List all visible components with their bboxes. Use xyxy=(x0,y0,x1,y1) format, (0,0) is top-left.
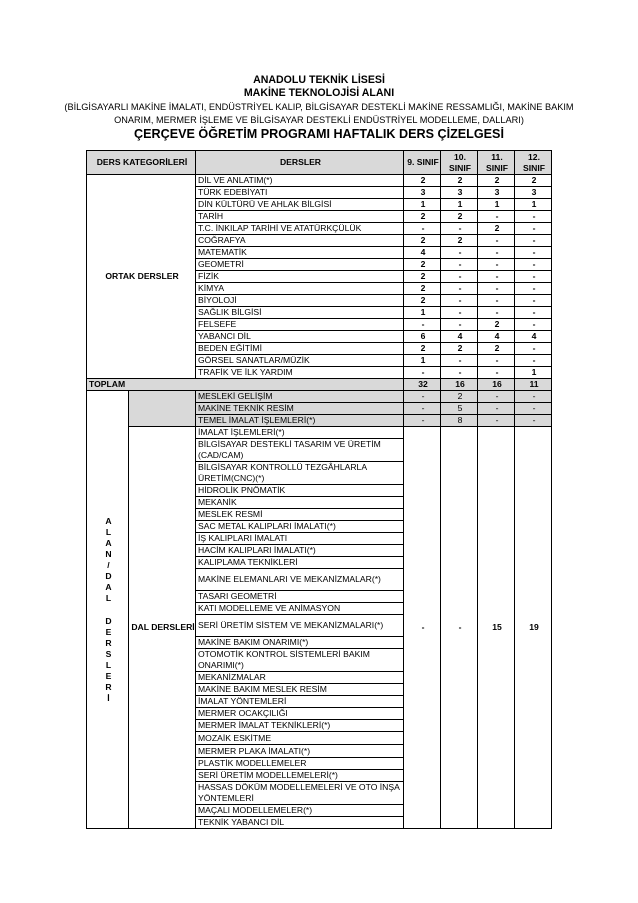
lesson-name: FELSEFE xyxy=(196,319,404,331)
hours-g9: 2 xyxy=(404,343,441,355)
lesson-name: SAC METAL KALIPLARI İMALATI(*) xyxy=(196,521,404,533)
hours-g11: 3 xyxy=(478,187,515,199)
hours-g10: - xyxy=(441,319,478,331)
total-g9: 32 xyxy=(404,379,441,391)
lesson-name: T.C. İNKILAP TARİHİ VE ATATÜRKÇÜLÜK xyxy=(196,223,404,235)
hours-g12: - xyxy=(515,307,552,319)
vertical-letter: R xyxy=(105,637,112,648)
hours-g12: 3 xyxy=(515,187,552,199)
lesson-name: FİZİK xyxy=(196,271,404,283)
lesson-name: KATI MODELLEME VE ANİMASYON xyxy=(196,603,404,615)
hours-g10: 3 xyxy=(441,187,478,199)
hours-g12: 1 xyxy=(515,199,552,211)
hours-g9: 2 xyxy=(404,175,441,187)
hours-g11: - xyxy=(478,391,515,403)
lesson-name: MERMER İMALAT TEKNİKLERİ(*) xyxy=(196,720,404,732)
hours-g10: 2 xyxy=(441,211,478,223)
lesson-name: İMALAT YÖNTEMLERİ xyxy=(196,696,404,708)
hours-g11: - xyxy=(478,283,515,295)
vertical-letter: A xyxy=(105,515,112,526)
lesson-name: HİDROLİK PNÖMATİK xyxy=(196,485,404,497)
lesson-name: İŞ KALIPLARI İMALATI xyxy=(196,533,404,545)
hours-g11: - xyxy=(478,247,515,259)
total-g12: 11 xyxy=(515,379,552,391)
total-g10: 16 xyxy=(441,379,478,391)
lesson-name: MESLEK RESMİ xyxy=(196,509,404,521)
hours-g9: 1 xyxy=(404,199,441,211)
hours-g9: 6 xyxy=(404,331,441,343)
lesson-name: DİN KÜLTÜRÜ VE AHLAK BİLGİSİ xyxy=(196,199,404,211)
lesson-name: SERİ ÜRETİM SİSTEM VE MEKANİZMALARI(*) xyxy=(196,615,404,637)
lesson-name: İMALAT İŞLEMLERİ(*) xyxy=(196,427,404,439)
program-title: ÇERÇEVE ÖĞRETİM PROGRAMI HAFTALIK DERS ÇİZELGESİ xyxy=(134,127,504,141)
lesson-name: BİLGİSAYAR KONTROLLÜ TEZGÂHLARLA ÜRETİM(CNC)(*) xyxy=(196,462,404,485)
hours-g10: - xyxy=(441,295,478,307)
hours-g10: 2 xyxy=(441,175,478,187)
header-category: DERS KATEGORİLERİ xyxy=(87,151,196,175)
vertical-letter: S xyxy=(105,648,112,659)
table-row xyxy=(87,427,552,439)
lesson-name: MESLEKİ GELİŞİM xyxy=(196,391,404,403)
hours-g10: - xyxy=(441,271,478,283)
hours-g12: - xyxy=(515,391,552,403)
vertical-letter: D xyxy=(105,570,112,581)
hours-g11: - xyxy=(478,271,515,283)
hours-g9: - xyxy=(404,403,441,415)
hours-g11: - xyxy=(478,367,515,379)
header-g11: 11. SINIF xyxy=(478,151,515,175)
hours-g12: - xyxy=(515,259,552,271)
hours-g9: 1 xyxy=(404,355,441,367)
hours-g11: - xyxy=(478,295,515,307)
hours-g12: - xyxy=(515,223,552,235)
lesson-name: MEKANİZMALAR xyxy=(196,672,404,684)
lesson-name: TRAFİK VE İLK YARDIM xyxy=(196,367,404,379)
table-row xyxy=(87,391,552,403)
hours-g12: - xyxy=(515,343,552,355)
header-g12: 12. SINIF xyxy=(515,151,552,175)
hours-g9: 2 xyxy=(404,295,441,307)
lesson-name: SERİ ÜRETİM MODELLEMELERİ(*) xyxy=(196,770,404,782)
hours-g11: 1 xyxy=(478,199,515,211)
hours-g9: - xyxy=(404,367,441,379)
common-category: ORTAK DERSLER xyxy=(87,175,196,379)
lesson-name: BİLGİSAYAR DESTEKLİ TASARIM VE ÜRETİM (CAD/CAM) xyxy=(196,439,404,462)
hours-g10: 4 xyxy=(441,331,478,343)
hours-g9: 1 xyxy=(404,307,441,319)
lesson-name: YABANCI DİL xyxy=(196,331,404,343)
table-header-row xyxy=(87,151,552,175)
header-g9: 9. SINIF xyxy=(404,151,441,175)
document-header xyxy=(60,74,578,142)
hours-g9: - xyxy=(404,415,441,427)
lesson-name: MERMER PLAKA İMALATI(*) xyxy=(196,745,404,758)
hours-g9: 3 xyxy=(404,187,441,199)
hours-g11: 2 xyxy=(478,175,515,187)
hours-g10: 8 xyxy=(441,415,478,427)
hours-g11: - xyxy=(478,211,515,223)
hours-g12: - xyxy=(515,211,552,223)
total-label: TOPLAM xyxy=(87,379,404,391)
hours-g12: - xyxy=(515,403,552,415)
vertical-letter: E xyxy=(105,670,112,681)
hours-g9: 2 xyxy=(404,283,441,295)
vertical-letter: L xyxy=(105,526,112,537)
vertical-letter: N xyxy=(105,548,112,559)
lesson-name: MAKİNE ELEMANLARI VE MEKANİZMALAR(*) xyxy=(196,569,404,591)
lesson-name: SAĞLIK BİLGİSİ xyxy=(196,307,404,319)
hours-g11: - xyxy=(478,415,515,427)
hours-g11: - xyxy=(478,355,515,367)
lesson-name: TASARI GEOMETRİ xyxy=(196,591,404,603)
lesson-name: TÜRK EDEBİYATI xyxy=(196,187,404,199)
hours-g9: 2 xyxy=(404,271,441,283)
hours-g11: - xyxy=(478,403,515,415)
header-g10: 10. SINIF xyxy=(441,151,478,175)
hours-g11: 2 xyxy=(478,343,515,355)
hours-g9: - xyxy=(404,319,441,331)
branch-hours-g9: - xyxy=(404,427,441,829)
lesson-name: MEKANİK xyxy=(196,497,404,509)
vertical-letter: A xyxy=(105,537,112,548)
hours-g9: 2 xyxy=(404,235,441,247)
hours-g10: - xyxy=(441,283,478,295)
total-g11: 16 xyxy=(478,379,515,391)
area-lessons-vertical-label xyxy=(87,391,129,829)
lesson-name: HACİM KALIPLARI İMALATI(*) xyxy=(196,545,404,557)
hours-g9: 2 xyxy=(404,211,441,223)
lesson-name: GEOMETRİ xyxy=(196,259,404,271)
lesson-name: MOZAİK ESKİTME xyxy=(196,732,404,745)
lesson-name: MAKİNE BAKIM ONARIMI(*) xyxy=(196,637,404,649)
hours-g9: 4 xyxy=(404,247,441,259)
hours-g12: - xyxy=(515,247,552,259)
lesson-name: TEKNİK YABANCI DİL xyxy=(196,817,404,829)
hours-g10: - xyxy=(441,307,478,319)
hours-g12: - xyxy=(515,295,552,307)
header-lessons: DERSLER xyxy=(196,151,404,175)
table-row xyxy=(87,175,552,187)
lesson-name: MATEMATİK xyxy=(196,247,404,259)
hours-g12: - xyxy=(515,283,552,295)
lesson-name: DİL VE ANLATIM(*) xyxy=(196,175,404,187)
hours-g10: - xyxy=(441,259,478,271)
lesson-name: MAKİNE TEKNİK RESİM xyxy=(196,403,404,415)
hours-g9: 2 xyxy=(404,259,441,271)
lesson-name: TEMEL İMALAT İŞLEMLERİ(*) xyxy=(196,415,404,427)
branch-hours-g12: 19 xyxy=(515,427,552,829)
hours-g10: 1 xyxy=(441,199,478,211)
hours-g12: 2 xyxy=(515,175,552,187)
lesson-name: COĞRAFYA xyxy=(196,235,404,247)
lesson-name: KALIPLAMA TEKNİKLERİ xyxy=(196,557,404,569)
hours-g10: - xyxy=(441,247,478,259)
hours-g11: 4 xyxy=(478,331,515,343)
area-title: MAKİNE TEKNOLOJİSİ ALANI xyxy=(243,87,395,99)
branch-hours-g11: 15 xyxy=(478,427,515,829)
hours-g10: - xyxy=(441,355,478,367)
branch-category: DAL DERSLERİ xyxy=(129,427,196,829)
lesson-name: KİMYA xyxy=(196,283,404,295)
vertical-letter: R xyxy=(105,681,112,692)
lesson-name: MAKİNE BAKIM MESLEK RESİM xyxy=(196,684,404,696)
vertical-letter: / xyxy=(107,559,110,570)
hours-g12: - xyxy=(515,415,552,427)
hours-g10: 2 xyxy=(441,235,478,247)
branches-subtitle: (BİLGİSAYARLI MAKİNE İMALATI, ENDÜSTRİYEL KALIP, BİLGİSAYAR DESTEKLİ MAKİNE RESSAMLIĞI, MAKİNE BAKIM ONARIM, MERMER İŞLEME VE BİLGİSAYAR DESTEKLİ ENDÜSTRİYEL MODELLEME, DALLARI) xyxy=(64,102,574,125)
lesson-name: BEDEN EĞİTİMİ xyxy=(196,343,404,355)
hours-g9: - xyxy=(404,223,441,235)
hours-g10: - xyxy=(441,367,478,379)
lesson-name: TARİH xyxy=(196,211,404,223)
lesson-name: BİYOLOJİ xyxy=(196,295,404,307)
hours-g10: 5 xyxy=(441,403,478,415)
lesson-name: PLASTİK MODELLEMELER xyxy=(196,758,404,770)
branch-hours-g10: - xyxy=(441,427,478,829)
area-blank-cell xyxy=(129,391,196,427)
vertical-letter: L xyxy=(105,659,112,670)
hours-g12: - xyxy=(515,319,552,331)
lesson-name: MERMER OCAKÇILIĞI xyxy=(196,708,404,720)
hours-g11: 2 xyxy=(478,223,515,235)
hours-g12: - xyxy=(515,271,552,283)
lesson-name: OTOMOTİK KONTROL SİSTEMLERİ BAKIM ONARIMI(*) xyxy=(196,649,404,672)
lesson-name: HASSAS DÖKÜM MODELLEMELERİ VE OTO İNŞA YÖNTEMLERİ xyxy=(196,782,404,805)
hours-g10: 2 xyxy=(441,343,478,355)
hours-g11: - xyxy=(478,307,515,319)
vertical-letter: D xyxy=(105,615,112,626)
weekly-schedule-table xyxy=(86,150,552,829)
hours-g12: 4 xyxy=(515,331,552,343)
hours-g10: 2 xyxy=(441,391,478,403)
vertical-letter: İ xyxy=(107,692,110,703)
hours-g11: 2 xyxy=(478,319,515,331)
lesson-name: GÖRSEL SANATLAR/MÜZİK xyxy=(196,355,404,367)
hours-g12: - xyxy=(515,355,552,367)
vertical-letter: L xyxy=(105,592,112,603)
lesson-name: MAÇALI MODELLEMELER(*) xyxy=(196,805,404,817)
hours-g12: - xyxy=(515,235,552,247)
hours-g12: 1 xyxy=(515,367,552,379)
hours-g11: - xyxy=(478,259,515,271)
vertical-letter: A xyxy=(105,581,112,592)
hours-g11: - xyxy=(478,235,515,247)
vertical-letter xyxy=(89,604,128,616)
vertical-letter: E xyxy=(105,626,112,637)
hours-g10: - xyxy=(441,223,478,235)
hours-g9: - xyxy=(404,391,441,403)
total-row xyxy=(87,379,552,391)
school-title: ANADOLU TEKNİK LİSESİ xyxy=(253,74,385,86)
